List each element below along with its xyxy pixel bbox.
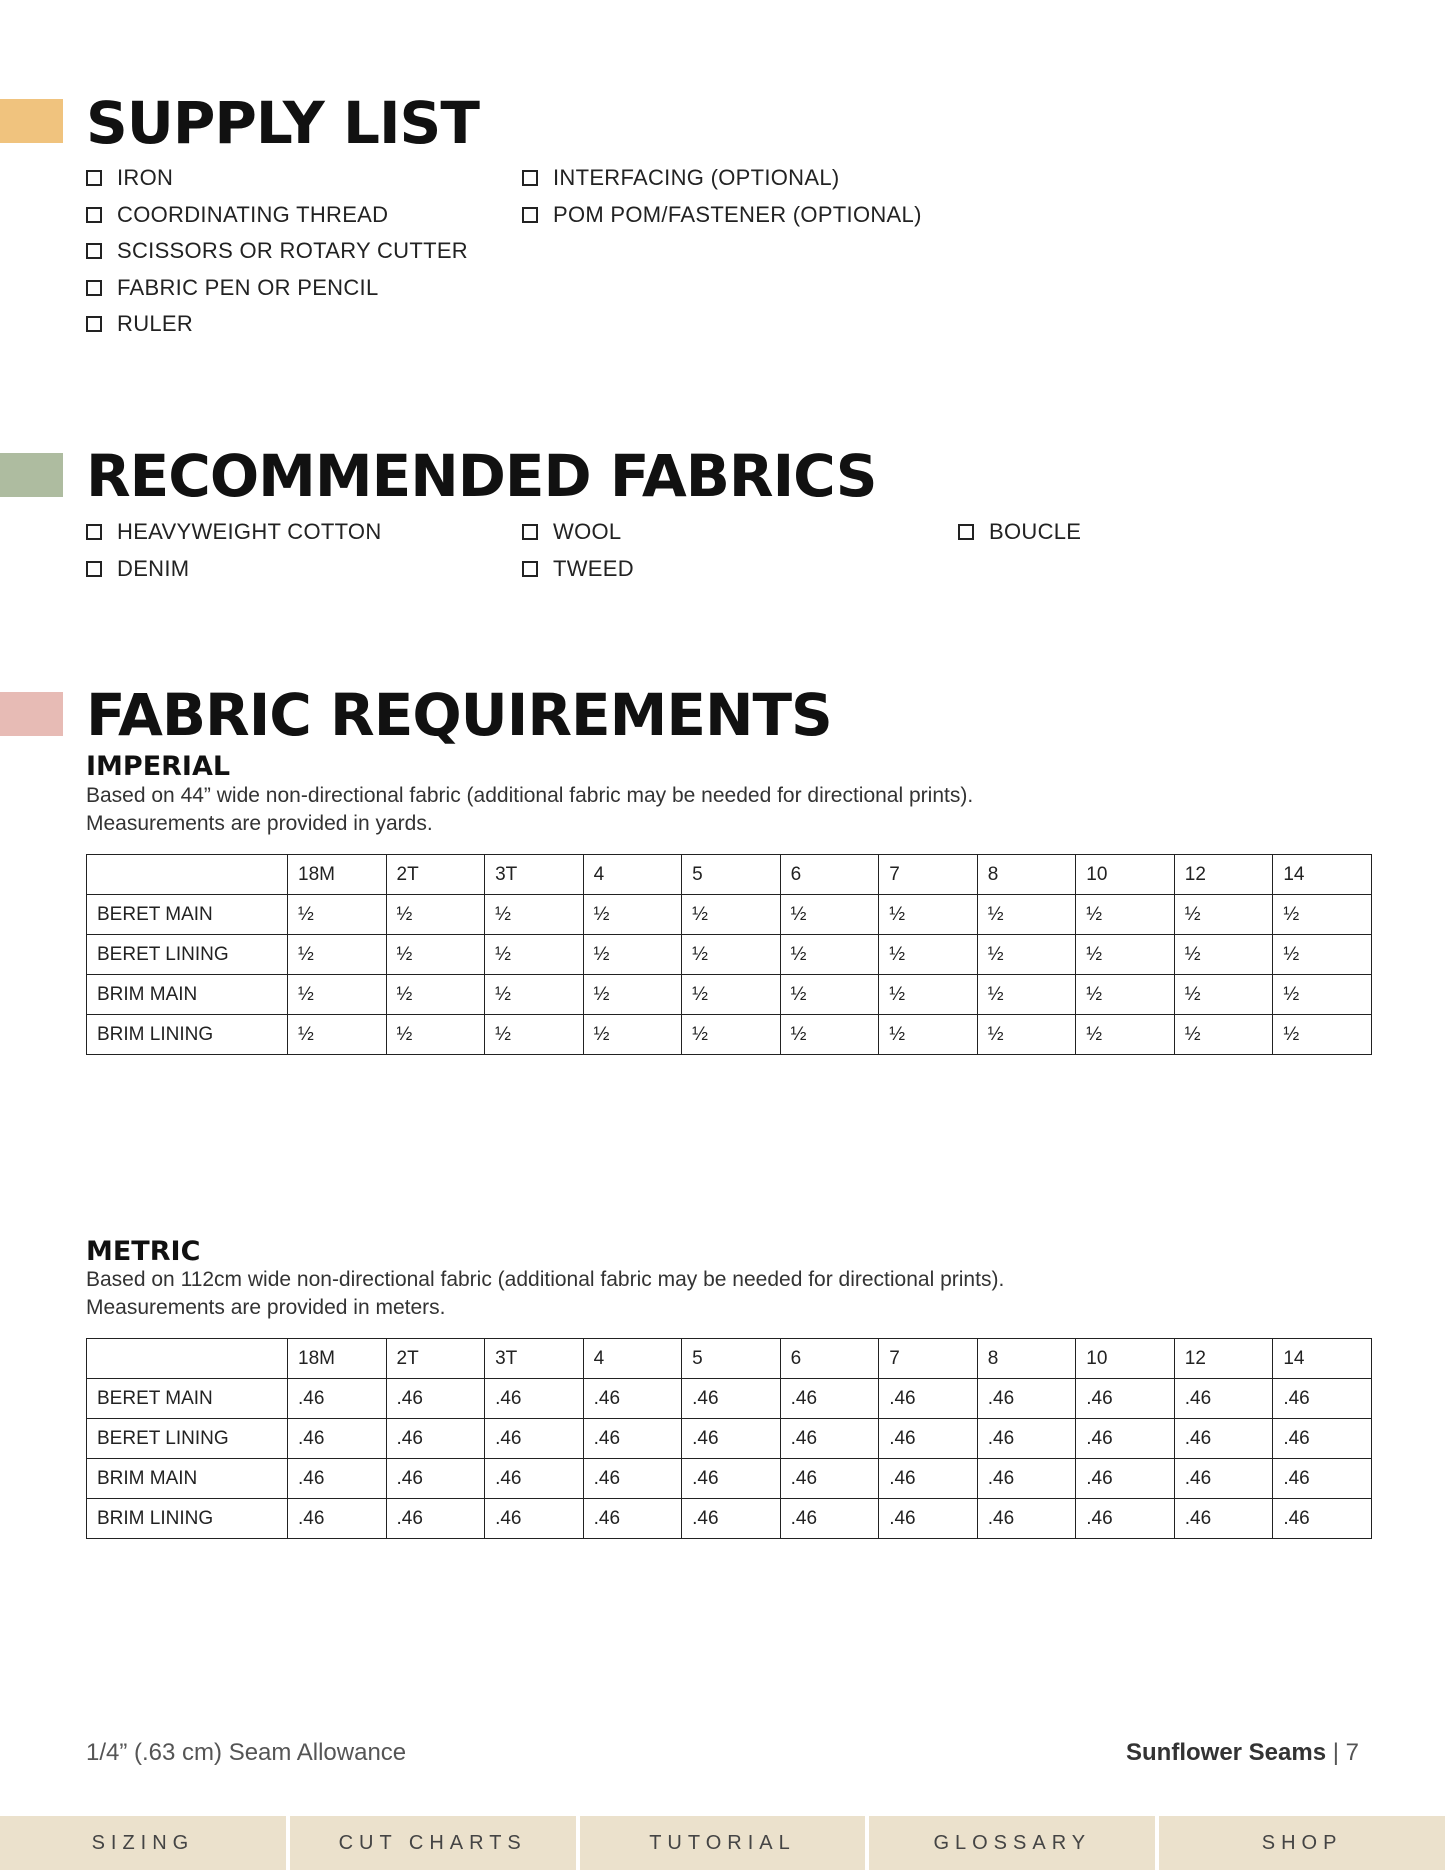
bottom-nav: [0, 1816, 1445, 1870]
imperial-requirements-table: [86, 854, 1372, 1055]
supply-list-title: SUPPLY LIST: [86, 89, 479, 157]
supply-item: [86, 270, 468, 307]
row-label-cell: BRIM LINING: [87, 1499, 288, 1539]
fabric-item: [86, 551, 382, 588]
row-label-cell: BRIM LINING: [87, 1015, 288, 1055]
value-cell: ½: [1273, 1015, 1372, 1055]
supply-item-label: INTERFACING (OPTIONAL): [553, 165, 840, 190]
value-cell: .46: [1076, 1499, 1175, 1539]
size-header-cell: 2T: [386, 855, 485, 895]
value-cell: ½: [288, 975, 387, 1015]
supply-item-label: COORDINATING THREAD: [117, 201, 389, 227]
value-cell: .46: [485, 1459, 584, 1499]
metric-note-line1: Based on 112cm wide non-directional fabric (additional fabric may be needed for directional prints).: [86, 1268, 1005, 1291]
value-cell: .46: [977, 1499, 1076, 1539]
value-cell: ½: [682, 1015, 781, 1055]
row-label-cell: BERET LINING: [87, 1419, 288, 1459]
value-cell: .46: [780, 1459, 879, 1499]
supply-item-label: RULER: [117, 311, 194, 336]
table-row: [87, 935, 1372, 975]
value-cell: ½: [879, 895, 978, 935]
tab-shop[interactable]: SHOP: [1159, 1816, 1445, 1870]
size-header-cell: 6: [780, 855, 879, 895]
size-header-cell: 4: [583, 855, 682, 895]
fabric-item-label: DENIM: [117, 555, 190, 581]
fabric-requirements-accent-bar: [0, 692, 63, 736]
footer-separator: |: [1332, 1739, 1339, 1766]
row-label-cell: BERET MAIN: [87, 1379, 288, 1419]
value-cell: ½: [682, 935, 781, 975]
value-cell: .46: [386, 1419, 485, 1459]
metric-requirements-table: [86, 1338, 1372, 1539]
metric-heading: METRIC: [86, 1236, 201, 1267]
value-cell: .46: [879, 1419, 978, 1459]
value-cell: .46: [1076, 1419, 1175, 1459]
row-label-cell: BERET LINING: [87, 935, 288, 975]
size-header-cell: 3T: [485, 855, 584, 895]
supply-list-col2: [522, 160, 922, 233]
value-cell: .46: [977, 1419, 1076, 1459]
checkbox-icon[interactable]: [86, 524, 102, 540]
supply-item-label: SCISSORS OR ROTARY CUTTER: [117, 238, 468, 263]
value-cell: .46: [485, 1379, 584, 1419]
supply-item: [86, 160, 468, 197]
value-cell: ½: [780, 895, 879, 935]
value-cell: .46: [1273, 1499, 1372, 1539]
page-footer-brand: [1126, 1739, 1359, 1767]
fabric-item-label: TWEED: [553, 555, 634, 581]
size-header-cell: 2T: [386, 1339, 485, 1379]
checkbox-icon[interactable]: [86, 280, 102, 296]
fabric-item: [958, 514, 1081, 551]
checkbox-icon[interactable]: [86, 561, 102, 577]
recommended-fabrics-title: RECOMMENDED FABRICS: [86, 442, 877, 510]
size-header-cell: 5: [682, 1339, 781, 1379]
fabric-item-label: WOOL: [553, 519, 622, 544]
fabric-requirements-title: FABRIC REQUIREMENTS: [86, 681, 832, 749]
table-row: [87, 895, 1372, 935]
table-header-row: [87, 1339, 1372, 1379]
table-header-row: [87, 855, 1372, 895]
value-cell: ½: [977, 895, 1076, 935]
supply-item: [86, 306, 468, 343]
value-cell: ½: [977, 935, 1076, 975]
table-row: [87, 1499, 1372, 1539]
supply-item-label: FABRIC PEN OR PENCIL: [117, 274, 379, 300]
value-cell: .46: [1273, 1419, 1372, 1459]
brand-name: Sunflower Seams: [1126, 1739, 1327, 1766]
value-cell: .46: [288, 1379, 387, 1419]
fabric-item-label: BOUCLE: [989, 519, 1082, 544]
value-cell: .46: [485, 1499, 584, 1539]
fabric-item: [86, 514, 382, 551]
value-cell: .46: [879, 1379, 978, 1419]
row-label-cell: BRIM MAIN: [87, 975, 288, 1015]
value-cell: .46: [977, 1379, 1076, 1419]
value-cell: .46: [386, 1459, 485, 1499]
value-cell: .46: [1174, 1379, 1273, 1419]
fabric-item-label: HEAVYWEIGHT COTTON: [117, 519, 382, 544]
row-label-cell: BERET MAIN: [87, 895, 288, 935]
value-cell: .46: [485, 1419, 584, 1459]
value-cell: ½: [780, 1015, 879, 1055]
tab-cut-charts[interactable]: CUT CHARTS: [290, 1816, 576, 1870]
value-cell: .46: [1076, 1379, 1175, 1419]
value-cell: ½: [1076, 935, 1175, 975]
value-cell: .46: [583, 1459, 682, 1499]
checkbox-icon[interactable]: [522, 207, 538, 223]
value-cell: ½: [386, 935, 485, 975]
value-cell: ½: [1273, 935, 1372, 975]
value-cell: .46: [583, 1379, 682, 1419]
value-cell: ½: [1174, 975, 1273, 1015]
size-header-cell: 8: [977, 855, 1076, 895]
value-cell: .46: [583, 1419, 682, 1459]
table-row: [87, 1459, 1372, 1499]
size-header-cell: 12: [1174, 855, 1273, 895]
checkbox-icon[interactable]: [86, 170, 102, 186]
value-cell: ½: [879, 1015, 978, 1055]
metric-note-line2: Measurements are provided in meters.: [86, 1296, 446, 1319]
recommended-fabrics-accent-bar: [0, 453, 63, 497]
tab-sizing[interactable]: SIZING: [0, 1816, 286, 1870]
value-cell: ½: [1174, 935, 1273, 975]
supply-item: [86, 233, 468, 270]
value-cell: .46: [682, 1499, 781, 1539]
supply-item: [86, 197, 468, 234]
seam-allowance-note: 1/4” (.63 cm) Seam Allowance: [86, 1739, 407, 1766]
fabrics-col1: [86, 514, 382, 587]
value-cell: .46: [879, 1499, 978, 1539]
value-cell: ½: [485, 1015, 584, 1055]
supply-item: [522, 160, 922, 197]
value-cell: ½: [1076, 1015, 1175, 1055]
value-cell: .46: [288, 1419, 387, 1459]
size-header-cell: 18M: [288, 1339, 387, 1379]
checkbox-icon[interactable]: [958, 524, 974, 540]
value-cell: .46: [288, 1499, 387, 1539]
value-cell: ½: [583, 975, 682, 1015]
value-cell: .46: [780, 1419, 879, 1459]
value-cell: .46: [879, 1459, 978, 1499]
fabric-item: [522, 514, 634, 551]
imperial-note-line1: Based on 44” wide non-directional fabric (additional fabric may be needed for directional prints).: [86, 784, 974, 807]
value-cell: .46: [780, 1499, 879, 1539]
value-cell: ½: [485, 895, 584, 935]
value-cell: .46: [583, 1499, 682, 1539]
value-cell: .46: [1174, 1499, 1273, 1539]
value-cell: ½: [288, 935, 387, 975]
page-number: 7: [1345, 1739, 1359, 1766]
value-cell: ½: [485, 935, 584, 975]
value-cell: ½: [879, 935, 978, 975]
value-cell: ½: [682, 895, 781, 935]
value-cell: ½: [386, 975, 485, 1015]
value-cell: ½: [1076, 895, 1175, 935]
tab-tutorial[interactable]: TUTORIAL: [580, 1816, 866, 1870]
value-cell: ½: [1174, 1015, 1273, 1055]
value-cell: .46: [682, 1419, 781, 1459]
imperial-heading: IMPERIAL: [86, 751, 231, 782]
fabrics-col3: [958, 514, 1081, 551]
value-cell: ½: [288, 1015, 387, 1055]
table-row: [87, 1379, 1372, 1419]
size-header-cell: 7: [879, 855, 978, 895]
value-cell: .46: [1076, 1459, 1175, 1499]
table-row: [87, 1419, 1372, 1459]
value-cell: ½: [583, 935, 682, 975]
checkbox-icon[interactable]: [522, 561, 538, 577]
checkbox-icon[interactable]: [86, 207, 102, 223]
value-cell: ½: [583, 895, 682, 935]
size-header-cell: 14: [1273, 1339, 1372, 1379]
supply-list-col1: [86, 160, 468, 343]
value-cell: .46: [977, 1459, 1076, 1499]
size-header-cell: 7: [879, 1339, 978, 1379]
value-cell: .46: [1273, 1379, 1372, 1419]
value-cell: .46: [1174, 1459, 1273, 1499]
checkbox-icon[interactable]: [86, 316, 102, 332]
size-header-cell: 3T: [485, 1339, 584, 1379]
value-cell: ½: [1076, 975, 1175, 1015]
size-header-cell: 12: [1174, 1339, 1273, 1379]
table-corner-cell: [87, 855, 288, 895]
value-cell: ½: [386, 1015, 485, 1055]
supply-item-label: POM POM/FASTENER (OPTIONAL): [553, 201, 922, 227]
value-cell: ½: [780, 975, 879, 1015]
table-corner-cell: [87, 1339, 288, 1379]
value-cell: ½: [977, 1015, 1076, 1055]
value-cell: ½: [485, 975, 584, 1015]
value-cell: ½: [1174, 895, 1273, 935]
value-cell: ½: [1273, 975, 1372, 1015]
table-row: [87, 975, 1372, 1015]
imperial-note-line2: Measurements are provided in yards.: [86, 812, 433, 835]
size-header-cell: 10: [1076, 1339, 1175, 1379]
checkbox-icon[interactable]: [86, 243, 102, 259]
value-cell: .46: [386, 1379, 485, 1419]
value-cell: ½: [288, 895, 387, 935]
row-label-cell: BRIM MAIN: [87, 1459, 288, 1499]
fabric-item: [522, 551, 634, 588]
size-header-cell: 18M: [288, 855, 387, 895]
tab-glossary[interactable]: GLOSSARY: [869, 1816, 1155, 1870]
value-cell: .46: [1273, 1459, 1372, 1499]
size-header-cell: 8: [977, 1339, 1076, 1379]
value-cell: ½: [879, 975, 978, 1015]
value-cell: .46: [780, 1379, 879, 1419]
value-cell: ½: [583, 1015, 682, 1055]
supply-item: [522, 197, 922, 234]
imperial-note: [86, 782, 973, 838]
size-header-cell: 14: [1273, 855, 1372, 895]
size-header-cell: 4: [583, 1339, 682, 1379]
value-cell: ½: [1273, 895, 1372, 935]
metric-note: [86, 1266, 1004, 1322]
value-cell: .46: [288, 1459, 387, 1499]
checkbox-icon[interactable]: [522, 524, 538, 540]
value-cell: ½: [682, 975, 781, 1015]
table-row: [87, 1015, 1372, 1055]
size-header-cell: 6: [780, 1339, 879, 1379]
value-cell: .46: [682, 1459, 781, 1499]
value-cell: ½: [386, 895, 485, 935]
fabrics-col2: [522, 514, 634, 587]
value-cell: ½: [977, 975, 1076, 1015]
size-header-cell: 10: [1076, 855, 1175, 895]
size-header-cell: 5: [682, 855, 781, 895]
checkbox-icon[interactable]: [522, 170, 538, 186]
value-cell: .46: [386, 1499, 485, 1539]
supply-item-label: IRON: [117, 165, 174, 190]
value-cell: .46: [682, 1379, 781, 1419]
value-cell: ½: [780, 935, 879, 975]
value-cell: .46: [1174, 1419, 1273, 1459]
supply-list-accent-bar: [0, 99, 63, 143]
